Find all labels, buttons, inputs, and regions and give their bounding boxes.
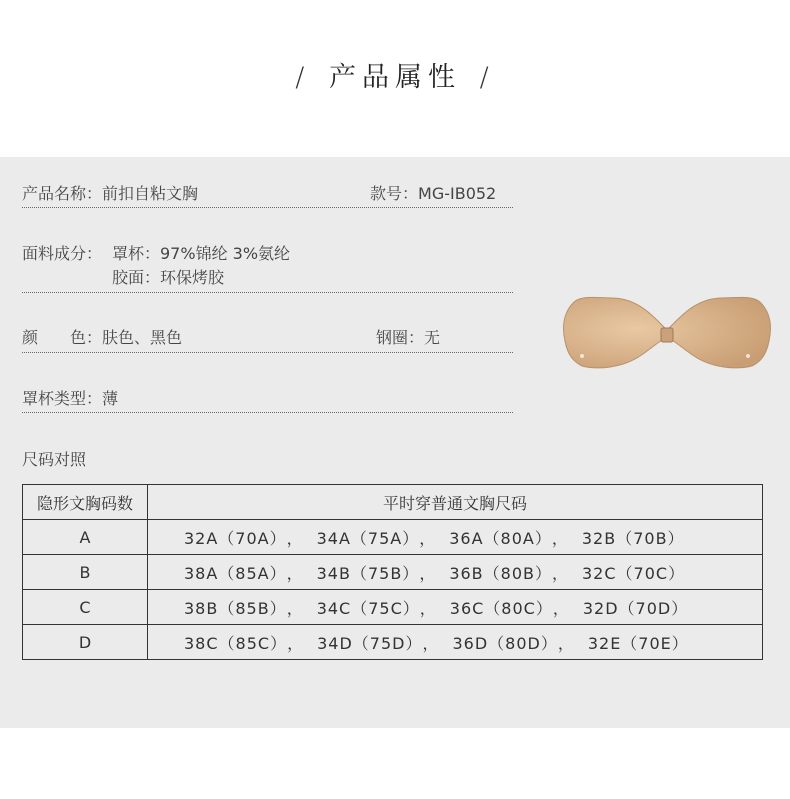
product-name-value: 前扣自粘文胸 [102,184,199,203]
title-slash-right: / [479,62,495,93]
color-value: 肤色、黑色 [102,328,183,347]
fabric-label: 面料成分： [22,244,103,263]
equivalent-size: 32B（70B） [581,528,685,548]
equivalent-sizes-cell [148,555,763,590]
header-normal-size: 平时穿普通文胸尺码 [148,485,763,520]
size-cell: C [23,590,148,625]
size-section-title: 尺码对照 [22,450,87,469]
size-table [22,484,763,660]
wire-value: 无 [424,328,441,347]
equivalent-size: 34D（75D） [317,633,423,653]
cup-type-value: 薄 [102,389,119,408]
cup-type-row [22,386,118,409]
separator: ， [419,528,437,548]
header-invisible-size: 隐形文胸码数 [23,485,148,520]
equivalent-size: 36B（80B） [449,563,552,583]
fabric-cup-value: 罩杯：97%锦纶 3%氨纶 [112,244,291,263]
size-cell: B [23,555,148,590]
divider [22,412,513,413]
model-row [370,181,496,204]
color-label: 颜 色： [22,328,103,347]
separator: ， [551,528,569,548]
product-name-label: 产品名称： [22,184,103,203]
cup-type-label: 罩杯类型： [22,389,103,408]
separator: ， [557,633,575,653]
equivalent-size: 36D（80D） [452,633,558,653]
fabric-glue-value: 胶面：环保烤胶 [112,268,225,287]
table-row [23,625,763,660]
equivalent-size: 32D（70D） [582,598,689,618]
table-row [23,555,763,590]
equivalent-size: 36A（80A） [449,528,552,548]
divider [22,207,513,208]
separator: ， [287,633,305,653]
table-row [23,520,763,555]
divider [22,352,513,353]
separator: ， [419,598,437,618]
equivalent-size: 38C（85C） [184,633,288,653]
separator: ， [286,563,304,583]
separator: ， [286,598,304,618]
equivalent-size: 34A（75A） [316,528,420,548]
equivalent-size: 32E（70E） [587,633,689,653]
title-slash-left: / [295,62,311,93]
table-row [23,590,763,625]
equivalent-sizes-cell [148,520,763,555]
size-cell: A [23,520,148,555]
title-text: 产品属性 [329,62,461,93]
model-value: MG-IB052 [418,184,497,203]
color-row [22,325,182,348]
product-image [560,290,775,370]
separator: ， [286,528,304,548]
equivalent-size: 34C（75C） [316,598,420,618]
wire-label: 钢圈： [376,328,425,347]
equivalent-size: 36C（80C） [449,598,553,618]
equivalent-size: 34B（75B） [316,563,420,583]
equivalent-size: 38B（85B） [184,598,287,618]
divider [22,292,513,293]
model-label: 款号： [370,184,419,203]
equivalent-sizes-cell [148,625,763,660]
equivalent-size: 32C（70C） [582,563,686,583]
page-title [0,55,790,94]
wire-row [376,325,440,348]
separator: ， [552,563,570,583]
table-header [23,485,763,520]
separator: ， [419,563,437,583]
equivalent-sizes-cell [148,590,763,625]
separator: ， [552,598,570,618]
equivalent-size: 32A（70A） [184,528,287,548]
product-name-row [22,181,198,204]
equivalent-size: 38A（85A） [184,563,287,583]
size-cell: D [23,625,148,660]
separator: ， [422,633,440,653]
